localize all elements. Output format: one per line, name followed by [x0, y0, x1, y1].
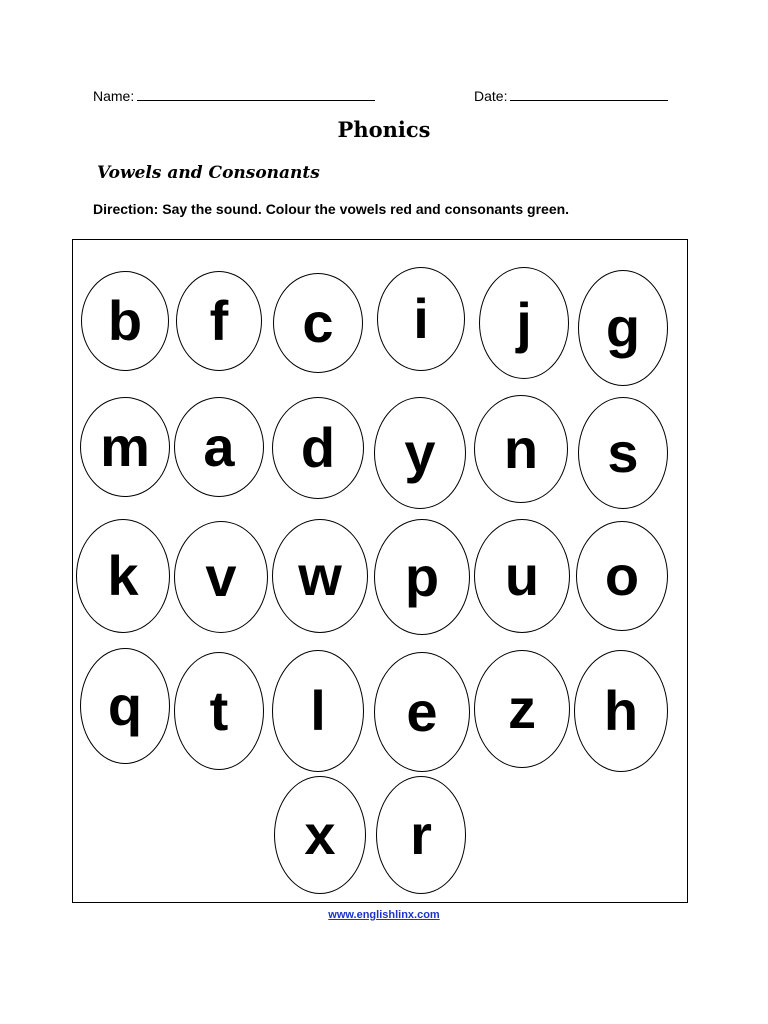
letter: e: [406, 680, 438, 743]
letter: i: [413, 287, 429, 350]
letter-bubble[interactable]: [176, 271, 262, 371]
page-title: Phonics: [337, 117, 431, 142]
letter-bubble[interactable]: [474, 395, 568, 503]
letter: d: [300, 416, 336, 479]
letter-bubble[interactable]: [374, 397, 466, 509]
letter: v: [205, 545, 237, 608]
letter-bubble[interactable]: [272, 650, 364, 772]
date-label: Date:: [474, 88, 508, 104]
footer: [0, 909, 768, 921]
letter-bubble[interactable]: [273, 273, 363, 373]
letter: m: [100, 415, 150, 478]
letter-bubble[interactable]: [574, 650, 668, 772]
name-line[interactable]: [137, 86, 375, 101]
letter-bubble[interactable]: [174, 652, 264, 770]
letter: r: [410, 803, 432, 866]
date-field[interactable]: [474, 86, 668, 106]
letter: l: [310, 679, 326, 742]
letter-bubble[interactable]: [174, 521, 268, 633]
letter-bubble[interactable]: [80, 397, 170, 497]
letter-bubble[interactable]: [479, 267, 569, 379]
letter-bubble[interactable]: [474, 519, 570, 633]
letter: f: [209, 289, 229, 352]
letter: z: [508, 677, 536, 740]
letter-bubble[interactable]: [578, 270, 668, 386]
letter: h: [603, 679, 639, 742]
letter: k: [107, 544, 139, 607]
letter: n: [503, 417, 539, 480]
letter: b: [107, 289, 143, 352]
letter: p: [404, 545, 440, 608]
letter-bubble[interactable]: [474, 650, 570, 768]
letter-bubble[interactable]: [576, 521, 668, 631]
name-label: Name:: [93, 88, 135, 104]
letter-bubble[interactable]: [377, 267, 465, 371]
date-line[interactable]: [510, 86, 668, 101]
letter-bubble[interactable]: [376, 776, 466, 894]
letter: a: [203, 415, 235, 478]
letter: c: [302, 291, 334, 354]
direction-text: Direction: Say the sound. Colour the vowels red and consonants green.: [93, 201, 570, 217]
letter: j: [516, 291, 532, 354]
letter: y: [404, 421, 436, 484]
letter: o: [604, 544, 640, 607]
letter: w: [298, 544, 342, 607]
letter: g: [605, 296, 641, 359]
name-field[interactable]: [93, 86, 375, 106]
letter-bubble[interactable]: [374, 652, 470, 772]
letter: s: [607, 421, 639, 484]
letter-bubble[interactable]: [274, 776, 366, 894]
letter-bubble[interactable]: [174, 397, 264, 497]
letter-bubble[interactable]: [374, 519, 470, 635]
letter: u: [504, 544, 540, 607]
letter-bubble[interactable]: [81, 271, 169, 371]
letter-bubble[interactable]: [80, 648, 170, 764]
website-link[interactable]: www.englishlinx.com: [328, 909, 440, 921]
letter-bubble[interactable]: [578, 397, 668, 509]
letter-bubble[interactable]: [76, 519, 170, 633]
letter: t: [209, 679, 229, 742]
worksheet-subtitle: Vowels and Consonants: [97, 163, 320, 183]
letter-bubble[interactable]: [272, 519, 368, 633]
letter: x: [304, 803, 336, 866]
letter-bubble[interactable]: [272, 397, 364, 499]
letter: q: [107, 674, 143, 737]
